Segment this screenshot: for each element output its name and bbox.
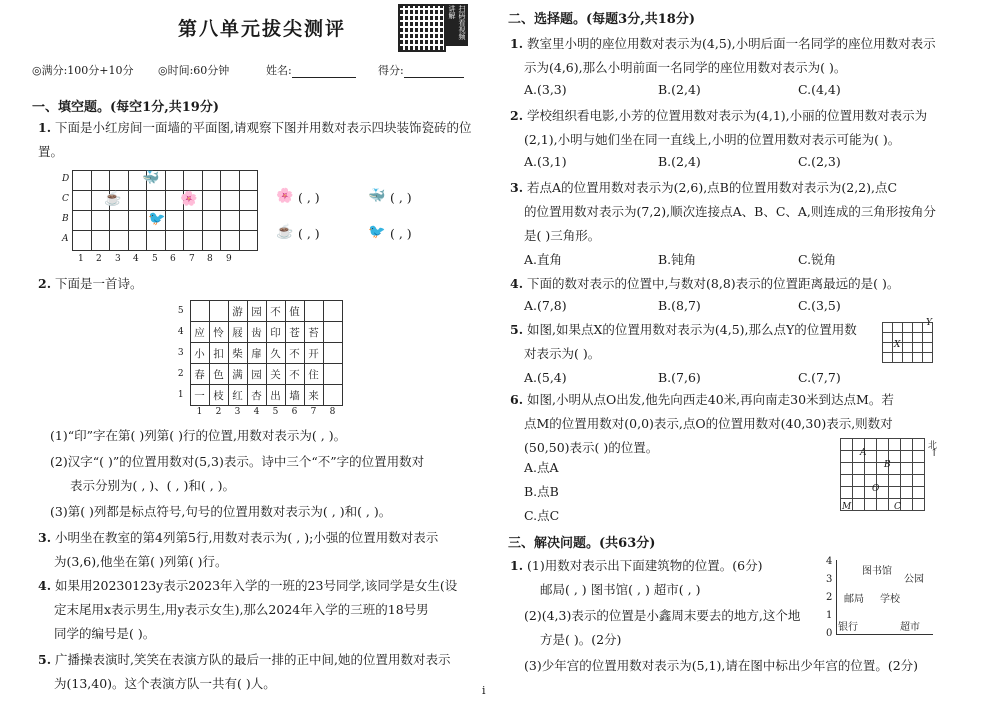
name-field[interactable]: [266, 62, 356, 78]
c3-option-a[interactable]: A.直角: [524, 252, 563, 267]
poem-cell: [323, 343, 342, 364]
poem-cell: 住: [304, 364, 323, 385]
question-2: [38, 272, 143, 296]
cup-tile-icon: ☕: [276, 224, 294, 240]
poem-cell: 开: [304, 343, 323, 364]
grid-col-label: 1: [78, 254, 84, 264]
question-3: [38, 526, 488, 550]
grid-col-label: 8: [207, 254, 213, 264]
poem-cell: 4: [177, 327, 184, 337]
grid-col-label: 2: [96, 254, 102, 264]
grid-col-label: 5: [152, 254, 158, 264]
poem-cell: 满: [228, 364, 247, 385]
grid-row-label: A: [62, 234, 69, 244]
poem-cell: 4: [253, 407, 260, 417]
c2-text-b: (2,1),小明与她们坐在同一直线上,小明的位置用数对表示可能为( )。: [524, 132, 901, 147]
choice-1: [510, 32, 980, 56]
answer-blank[interactable]: ( , ): [298, 190, 320, 205]
grid-row-label: C: [62, 194, 69, 204]
answer-blank[interactable]: ( , ): [298, 226, 320, 241]
c1-option-c[interactable]: C.(4,4): [798, 82, 841, 97]
c4-option-c[interactable]: C.(3,5): [798, 298, 841, 313]
q2-number: 2.: [38, 276, 52, 291]
answer-blank[interactable]: ( , ): [390, 226, 412, 241]
c1-option-a[interactable]: A.(3,3): [524, 82, 567, 97]
c5-option-a[interactable]: A.(5,4): [524, 370, 567, 385]
c4-text-a: 下面的数对表示的位置中,与数对(8,8)表示的位置距离最远的是( )。: [527, 276, 900, 291]
poem-cell: 不: [266, 301, 285, 322]
grid-col-label: 3: [115, 254, 121, 264]
poem-cell: 应: [190, 322, 209, 343]
map-library: 图书馆: [862, 566, 892, 577]
map-y-label: 2: [826, 592, 833, 603]
poem-cell: [323, 301, 342, 322]
flower-tile-icon: 🌸: [276, 188, 294, 204]
poem-cell: [323, 385, 342, 406]
point-y-label: Y: [926, 318, 932, 328]
q3-text-a: 小明坐在教室的第4列第5行,用数对表示为( , );小强的位置用数对表示: [55, 530, 439, 545]
poem-cell: 园: [247, 364, 266, 385]
score-info: ◎满分:100分+10分: [32, 64, 134, 77]
p1-part-3: (3)少年宫的位置用数对表示为(5,1),请在图中标出少年宫的位置。(2分): [524, 658, 919, 673]
map-y-label: 0: [826, 628, 833, 639]
poem-cell: 1: [177, 390, 184, 400]
whale-tile-icon: 🐳: [142, 170, 160, 186]
point-a-label: A: [860, 448, 867, 458]
problem-1: [510, 554, 762, 578]
c5-text-b: 对表示为( )。: [524, 346, 601, 361]
poem-cell: 扉: [247, 343, 266, 364]
poem-cell: 扣: [209, 343, 228, 364]
c1-number: 1.: [510, 36, 524, 51]
c3-number: 3.: [510, 180, 524, 195]
poem-cell: 8: [329, 407, 336, 417]
c6-option-a[interactable]: A.点A: [524, 460, 559, 475]
q4-text-c: 同学的编号是( )。: [54, 626, 156, 641]
poem-cell: 春: [190, 364, 209, 385]
c6-text-c: (50,50)表示( )的位置。: [524, 440, 659, 455]
map-park: 公园: [904, 574, 924, 585]
poem-cell: 园: [247, 301, 266, 322]
grid-col-label: 6: [170, 254, 176, 264]
qr-label: 扫码看视频讲解: [446, 4, 468, 46]
section-2-heading: 二、选择题。(每题3分,共18分): [508, 12, 695, 27]
poem-cell: 3: [177, 348, 184, 358]
poem-cell: [209, 301, 228, 322]
q2-part-3: (3)第( )列都是标点符号,句号的位置用数对表示为( , )和( , )。: [50, 504, 392, 519]
north-arrow-icon: ↑: [930, 448, 939, 459]
poem-cell: 一: [190, 385, 209, 406]
map-supermarket: 超市: [900, 622, 920, 633]
p1-part-1b: 邮局( , ) 图书馆( , ) 超市( , ): [540, 582, 701, 597]
score-field[interactable]: [378, 62, 464, 78]
c1-text-b: 示为(4,6),那么小明前面一名同学的座位用数对表示为( )。: [524, 60, 847, 75]
whale-tile-icon: 🐳: [368, 188, 386, 204]
c3-option-c[interactable]: C.锐角: [798, 252, 837, 267]
poem-cell: 久: [266, 343, 285, 364]
poem-cell: 屐: [228, 322, 247, 343]
p1-part-2b: 方是( )。(2分): [540, 632, 622, 647]
grid-col-label: 4: [133, 254, 139, 264]
question-5: [38, 648, 488, 672]
poem-cell: 杏: [247, 385, 266, 406]
q2-part-2a: (2)汉字“( )”的位置用数对(5,3)表示。诗中三个“不”字的位置用数对: [50, 454, 425, 469]
c2-option-a[interactable]: A.(3,1): [524, 154, 567, 169]
p1-part-2a: (2)(4,3)表示的位置是小鑫周末要去的地方,这个地: [524, 608, 801, 623]
section-1-heading: 一、填空题。(每空1分,共19分): [32, 100, 219, 115]
q5-text-a: 广播操表演时,笑笑在表演方队的最后一排的正中间,她的位置用数对表示: [55, 652, 451, 667]
grid-row-label: D: [62, 174, 70, 184]
c2-text-a: 学校组织看电影,小芳的位置用数对表示为(4,1),小丽的位置用数对表示为: [527, 108, 928, 123]
poem-cell: 红: [228, 385, 247, 406]
poem-cell: 柴: [228, 343, 247, 364]
grid-row-label: B: [62, 214, 69, 224]
c6-text-a: 如图,小明从点O出发,他先向西走40米,再向南走30米到达点M。若: [527, 392, 894, 407]
poem-cell: 不: [285, 364, 304, 385]
poem-cell: [190, 301, 209, 322]
poem-cell: 1: [196, 407, 203, 417]
map-y-label: 4: [826, 556, 833, 567]
c1-option-b[interactable]: B.(2,4): [658, 82, 701, 97]
qr-code-icon: [398, 4, 446, 52]
map-school: 学校: [880, 594, 900, 605]
question-4: [38, 574, 488, 598]
flower-tile-icon: 🌸: [180, 191, 198, 207]
c6-option-c[interactable]: C.点C: [524, 508, 560, 523]
oabm-grid: [840, 438, 925, 511]
p1-part-1: (1)用数对表示出下面建筑物的位置。(6分): [527, 558, 763, 573]
poem-cell: 出: [266, 385, 285, 406]
c4-option-b[interactable]: B.(8,7): [658, 298, 701, 313]
q2-part-1: (1)“印”字在第( )列第( )行的位置,用数对表示为( , )。: [50, 428, 347, 443]
c2-number: 2.: [510, 108, 524, 123]
q3-number: 3.: [38, 530, 52, 545]
p1-number: 1.: [510, 558, 524, 573]
poem-cell: 值: [285, 301, 304, 322]
poem-cell: 5: [177, 306, 184, 316]
poem-cell: 游: [228, 301, 247, 322]
c5-option-b[interactable]: B.(7,6): [658, 370, 701, 385]
page-title: 第八单元拔尖测评: [178, 18, 347, 40]
c3-option-b[interactable]: B.钝角: [658, 252, 697, 267]
question-1: [38, 116, 478, 164]
c6-option-b[interactable]: B.点B: [524, 484, 559, 499]
c4-option-a[interactable]: A.(7,8): [524, 298, 567, 313]
poem-cell: 色: [209, 364, 228, 385]
section-3-heading: 三、解决问题。(共63分): [508, 536, 656, 551]
poem-cell: [172, 406, 190, 419]
right-page: [482, 0, 988, 714]
c3-text-b: 的位置用数对表示为(7,2),顺次连接点A、B、C、A,则连成的三角形按角分: [524, 204, 936, 219]
c3-text-c: 是( )三角形。: [524, 228, 601, 243]
poem-cell: 齿: [247, 322, 266, 343]
poem-cell: 枝: [209, 385, 228, 406]
q4-text-b: 定末尾用x表示男生,用y表示女生),那么2024年入学的三班的18号男: [54, 602, 429, 617]
c6-text-b: 点M的位置用数对(0,0)表示,点O的位置用数对(40,30)表示,则数对: [524, 416, 893, 431]
q2-part-2b: 表示分别为( , )、( , )和( , )。: [70, 478, 236, 493]
q5-text-b: 为(13,40)。这个表演方队一共有( )人。: [54, 676, 276, 691]
poem-cell: [304, 301, 323, 322]
map-bank: 银行: [838, 622, 858, 633]
map-y-label: 3: [826, 574, 833, 585]
c5-option-c[interactable]: C.(7,7): [798, 370, 841, 385]
poem-cell: 苍: [285, 322, 304, 343]
poem-cell: 2: [215, 407, 222, 417]
poem-cell: 7: [310, 407, 317, 417]
c3-text-a: 若点A的位置用数对表示为(2,6),点B的位置用数对表示为(2,2),点C: [527, 180, 898, 195]
choice-5: [510, 318, 890, 342]
choice-2: [510, 104, 980, 128]
poem-cell: 3: [234, 407, 241, 417]
point-c-label: C: [894, 502, 901, 512]
c2-option-c[interactable]: C.(2,3): [798, 154, 841, 169]
map-y-label: 1: [826, 610, 833, 621]
point-m-label: M: [842, 502, 852, 512]
choice-4: [510, 272, 980, 296]
c1-text-a: 教室里小明的座位用数对表示为(4,5),小明后面一名同学的座位用数对表示: [527, 36, 936, 51]
point-x-label: X: [894, 340, 901, 350]
c5-number: 5.: [510, 322, 524, 337]
map-post-office: 邮局: [844, 594, 864, 605]
c5-text-a: 如图,如果点X的位置用数对表示为(4,5),那么点Y的位置用数: [527, 322, 857, 337]
poem-cell: 不: [285, 343, 304, 364]
point-b-label: B: [884, 460, 891, 470]
q1-number: 1.: [38, 120, 52, 135]
poem-cell: 5: [272, 407, 279, 417]
north-label: 北: [928, 441, 938, 451]
grid-col-label: 7: [189, 254, 195, 264]
bird-tile-icon: 🐦: [148, 211, 166, 227]
poem-cell: 小: [190, 343, 209, 364]
c4-number: 4.: [510, 276, 524, 291]
q5-number: 5.: [38, 652, 52, 667]
bird-tile-icon: 🐦: [368, 224, 386, 240]
poem-grid: [172, 300, 343, 418]
poem-cell: 关: [266, 364, 285, 385]
left-page: [18, 0, 498, 714]
q4-number: 4.: [38, 578, 52, 593]
poem-cell: [323, 322, 342, 343]
xy-grid: [882, 322, 933, 363]
poem-cell: 苔: [304, 322, 323, 343]
poem-cell: 怜: [209, 322, 228, 343]
point-o-label: O: [872, 484, 880, 494]
choice-6: [510, 388, 980, 412]
c6-number: 6.: [510, 392, 524, 407]
cup-tile-icon: ☕: [104, 191, 122, 207]
c2-option-b[interactable]: B.(2,4): [658, 154, 701, 169]
page-number: i: [482, 684, 486, 697]
answer-blank[interactable]: ( , ): [390, 190, 412, 205]
poem-cell: [323, 364, 342, 385]
score-label: 得分:: [378, 64, 404, 77]
q3-text-b: 为(3,6),他坐在第( )列第( )行。: [54, 554, 228, 569]
q1-text: 下面是小红房间一面墙的平面图,请观察下图并用数对表示四块装饰瓷砖的位置。: [38, 120, 472, 159]
q4-text-a: 如果用20230123y表示2023年入学的一班的23号同学,该同学是女生(设: [55, 578, 458, 593]
poem-cell: 来: [304, 385, 323, 406]
time-info: ◎时间:60分钟: [158, 64, 230, 77]
poem-cell: 墙: [285, 385, 304, 406]
grid-col-label: 9: [226, 254, 232, 264]
choice-3: [510, 176, 980, 200]
name-label: 姓名:: [266, 64, 292, 77]
poem-cell: 6: [291, 407, 298, 417]
poem-cell: 2: [177, 369, 184, 379]
poem-cell: 印: [266, 322, 285, 343]
q2-text: 下面是一首诗。: [55, 276, 143, 291]
